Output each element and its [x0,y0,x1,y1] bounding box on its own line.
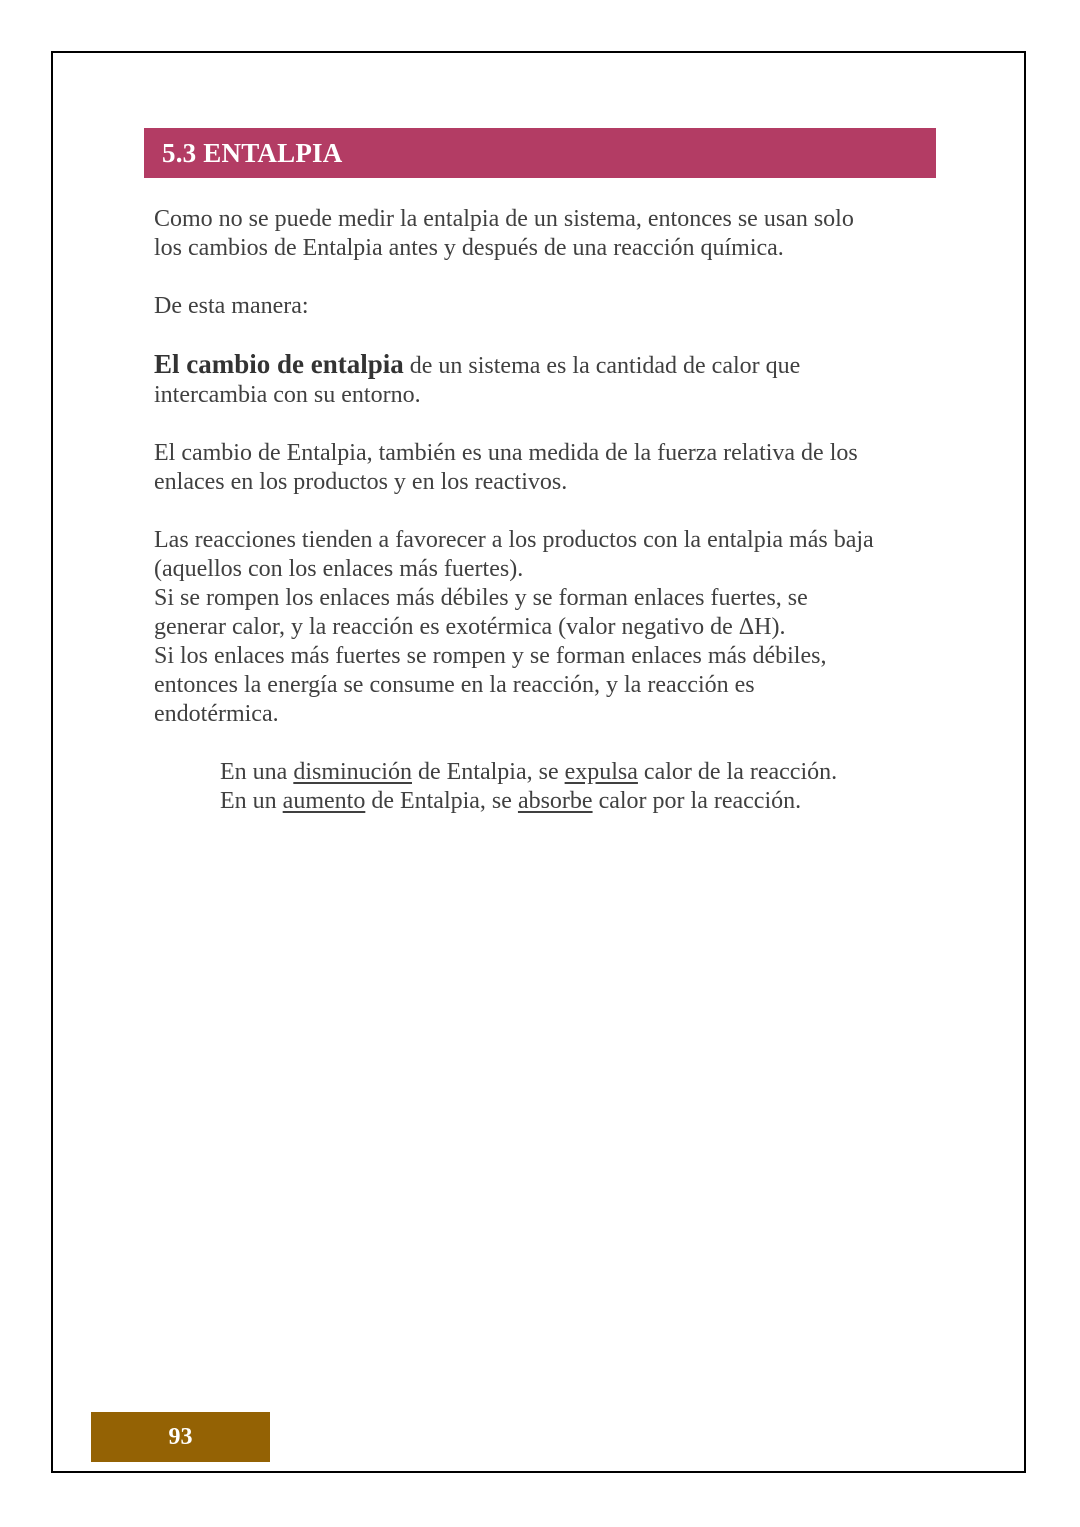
paragraph-reactions-line1: Las reacciones tienden a favorecer a los productos con la entalpia más baja [154,527,874,553]
summary-line1: En una disminución de Entalpia, se expulsa calor de la reacción. [220,759,838,785]
summary-line2: En un aumento de Entalpia, se absorbe calor por la reacción. [220,788,802,814]
page-number-box [91,1412,270,1462]
section-title: 5.3 ENTALPIA [162,137,343,168]
paragraph-measure-line2: enlaces en los productos y en los reactivos. [154,469,568,495]
paragraph-lead: De esta manera: [154,293,309,319]
definition-line2: intercambia con su entorno. [154,382,421,408]
paragraph-reactions-line4: generar calor, y la reacción es exotérmica (valor negativo de ΔH). [154,614,786,640]
paragraph-intro-line2: los cambios de Entalpia antes y después de una reacción química. [154,235,784,261]
paragraph-intro [154,205,944,263]
underline-absorbe: absorbe [517,788,593,814]
underline-disminucion: disminución [293,759,412,785]
paragraph-intro-line1: Como no se puede medir la entalpia de un sistema, entonces se usan solo [154,206,854,232]
page-number: 93 [168,1423,193,1450]
paragraph-measure-line1: El cambio de Entalpia, también es una medida de la fuerza relativa de los [154,440,858,466]
underline-aumento: aumento [282,788,366,814]
paragraph-reactions [154,526,944,729]
definition-term: El cambio de entalpia [154,349,404,379]
definition-line1: de un sistema es la cantidad de calor que [403,353,801,379]
paragraph-definition [154,350,944,410]
paragraph-reactions-line7: endotérmica. [154,701,279,727]
paragraph-measure [154,439,944,497]
paragraph-reactions-line6: entonces la energía se consume en la reacción, y la reacción es [154,672,755,698]
paragraph-reactions-line5: Si los enlaces más fuertes se rompen y se forman enlaces más débiles, [154,643,827,669]
section-header-bar [144,128,936,178]
paragraph-reactions-line2: (aquellos con los enlaces más fuertes). [154,556,524,582]
summary-block [154,758,944,816]
paragraph-reactions-line3: Si se rompen los enlaces más débiles y se forman enlaces fuertes, se [154,585,808,611]
underline-expulsa: expulsa [564,759,638,785]
body-content [154,205,944,816]
